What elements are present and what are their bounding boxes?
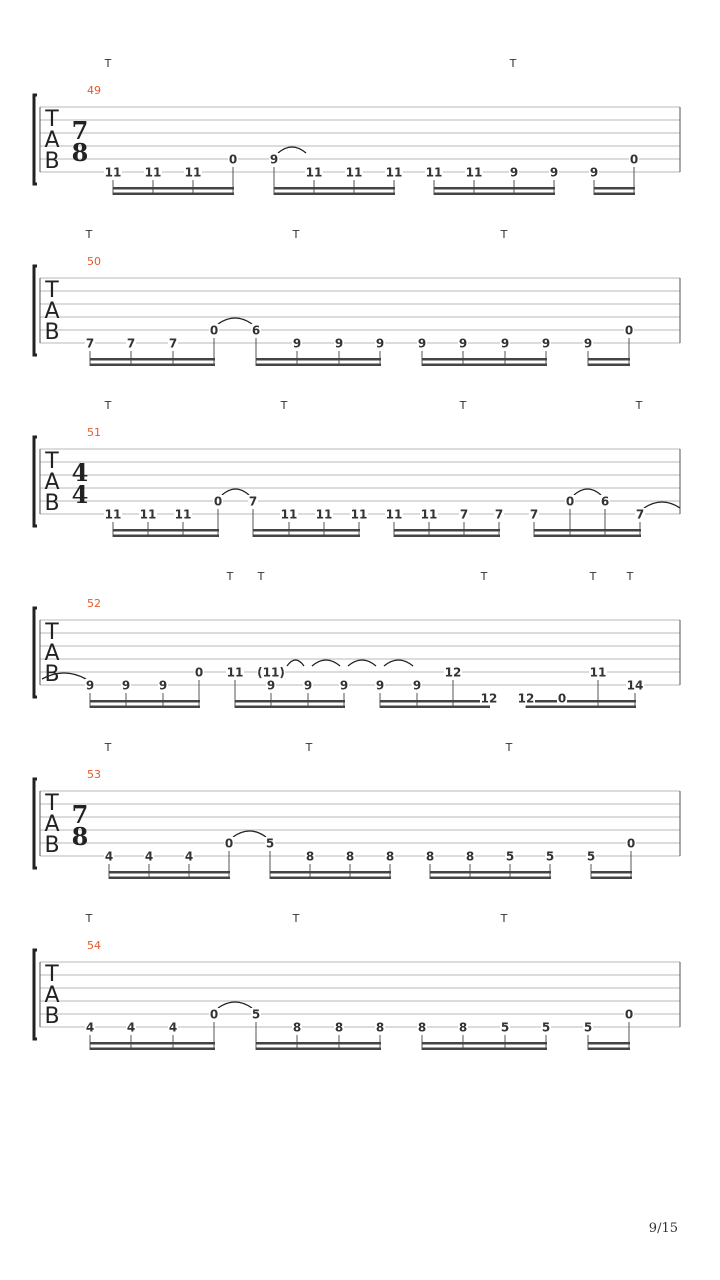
beam-primary [90,1042,215,1045]
fret-number: 8 [465,849,475,864]
fret-number: 4 [144,849,154,864]
fret-number: 11 [420,507,438,522]
tie-arc [222,489,249,495]
fret-number: 0 [557,691,567,706]
fret-number: 9 [292,336,302,351]
fret-number: 11 [226,665,244,680]
fret-number: 7 [168,336,178,351]
fret-number: 9 [417,336,427,351]
fret-number: 9 [541,336,551,351]
tapping-marker: T [505,741,513,754]
tapping-marker: T [626,570,634,583]
fret-number: 8 [292,1020,302,1035]
beam-secondary [235,706,345,709]
fret-number: 12 [444,665,462,680]
beam-primary [235,700,345,703]
tab-clef-letter: B [44,662,60,687]
beam-primary [588,358,630,361]
tie-arc [312,660,340,666]
fret-number: 11 [385,507,403,522]
fret-number: 8 [375,1020,385,1035]
fret-number: 6 [251,323,261,338]
fret-number: 11 [315,507,333,522]
tapping-marker: T [500,912,508,925]
tab-clef-letter: A [44,812,60,837]
beam-secondary [253,535,360,538]
fret-number: 0 [224,836,234,851]
tapping-marker: T [589,570,597,583]
tab-clef-letter: T [45,620,59,645]
tab-clef-letter: B [44,149,60,174]
fret-number: 11 [350,507,368,522]
fret-number: 9 [85,678,95,693]
beam-secondary [380,706,490,709]
tapping-marker: T [480,570,488,583]
tie-arc [574,489,601,495]
beam-primary [594,187,635,190]
tapping-marker: T [500,228,508,241]
fret-number: 8 [417,1020,427,1035]
fret-number: 11 [174,507,192,522]
tapping-marker: T [509,57,517,70]
tab-clef-letter: T [45,791,59,816]
tie-arc [218,318,252,324]
beam-primary [422,358,547,361]
fret-number: 0 [624,323,634,338]
tab-clef-letter: A [44,470,60,495]
tab-clef-letter: B [44,320,60,345]
tapping-marker: T [257,570,265,583]
fret-number: 5 [586,849,596,864]
fret-number: 9 [589,165,599,180]
beam-primary [526,700,636,703]
tab-clef-letter: A [44,641,60,666]
tapping-marker: T [85,228,93,241]
fret-number: 4 [184,849,194,864]
fret-number: 11 [305,165,323,180]
beam-primary [394,529,500,532]
beam-secondary [113,193,234,196]
beam-secondary [591,877,632,880]
fret-number: 9 [266,678,276,693]
fret-number: 9 [549,165,559,180]
fret-number: 0 [228,152,238,167]
tapping-marker: T [104,399,112,412]
fret-number: 12 [480,691,498,706]
beam-primary [422,1042,547,1045]
tab-clef-letter: A [44,128,60,153]
fret-number: 8 [305,849,315,864]
beam-primary [434,187,555,190]
tapping-marker: T [292,912,300,925]
tie-arc [233,831,266,837]
fret-number: 9 [339,678,349,693]
beam-primary [534,529,641,532]
fret-number: 4 [168,1020,178,1035]
fret-number: 0 [626,836,636,851]
fret-number: 11 [345,165,363,180]
fret-number: 0 [209,323,219,338]
fret-number: 5 [265,836,275,851]
time-signature-top: 7 [71,116,89,145]
beam-primary [270,871,391,874]
beam-primary [380,700,490,703]
fret-number: 11 [139,507,157,522]
beam-secondary [256,364,381,367]
system-bracket [34,95,37,184]
tapping-marker: T [635,399,643,412]
tapping-marker: T [85,912,93,925]
system-bracket [34,779,37,868]
time-signature-top: 4 [71,458,89,487]
beam-primary [113,529,219,532]
fret-number: 0 [209,1007,219,1022]
fret-number: 14 [626,678,644,693]
fret-number: 8 [385,849,395,864]
beam-primary [588,1042,630,1045]
fret-number: 11 [425,165,443,180]
fret-number: 8 [334,1020,344,1035]
tab-clef-letter: T [45,449,59,474]
fret-number: 8 [425,849,435,864]
tapping-marker: T [226,570,234,583]
fret-number: 5 [505,849,515,864]
fret-number: 0 [629,152,639,167]
beam-secondary [434,193,555,196]
fret-number: 4 [126,1020,136,1035]
beam-secondary [90,364,215,367]
fret-number: 9 [375,678,385,693]
fret-number: 9 [303,678,313,693]
beam-secondary [274,193,395,196]
time-signature-top: 7 [71,800,89,829]
time-signature-bottom: 4 [71,480,89,509]
fret-number: 9 [158,678,168,693]
fret-number: 9 [269,152,279,167]
measure-number: 53 [87,768,101,781]
tie-arc [384,660,413,666]
tab-clef-letter: T [45,962,59,987]
fret-number: 9 [583,336,593,351]
fret-number: 9 [412,678,422,693]
fret-number: 9 [509,165,519,180]
tie-arc [278,147,306,153]
fret-number: 7 [494,507,504,522]
fret-number: 6 [600,494,610,509]
beam-secondary [256,1048,381,1051]
fret-number: 5 [541,1020,551,1035]
fret-number: 11 [184,165,202,180]
system-bracket [34,266,37,355]
fret-number: 9 [458,336,468,351]
fret-number: 5 [545,849,555,864]
tab-clef-letter: T [45,278,59,303]
fret-number: 7 [248,494,258,509]
tie-arc [287,660,304,666]
measure-number: 52 [87,597,101,610]
beam-secondary [270,877,391,880]
fret-number: 5 [500,1020,510,1035]
fret-number: 9 [500,336,510,351]
fret-number: 11 [144,165,162,180]
fret-number: 11 [104,507,122,522]
fret-number: 9 [375,336,385,351]
fret-number: 0 [194,665,204,680]
beam-primary [90,700,200,703]
beam-primary [113,187,234,190]
beam-primary [256,1042,381,1045]
fret-number: 11 [104,165,122,180]
fret-number: 7 [635,507,645,522]
beam-secondary [109,877,230,880]
beam-secondary [526,706,636,709]
page-number: 9/15 [648,1221,678,1236]
beam-secondary [588,1048,630,1051]
beam-secondary [422,1048,547,1051]
measure-number: 49 [87,84,101,97]
tab-clef-letter: A [44,299,60,324]
tapping-marker: T [305,741,313,754]
beam-secondary [594,193,635,196]
tie-arc [218,1002,252,1008]
tab-clef-letter: T [45,107,59,132]
fret-number: 4 [85,1020,95,1035]
fret-number: 7 [85,336,95,351]
beam-secondary [90,706,200,709]
fret-number: 5 [583,1020,593,1035]
fret-number: 11 [589,665,607,680]
tab-clef-letter: B [44,833,60,858]
fret-number: 4 [104,849,114,864]
system-bracket [34,437,37,526]
fret-number: 7 [529,507,539,522]
fret-number: 11 [280,507,298,522]
fret-number: 11 [465,165,483,180]
tapping-marker: T [292,228,300,241]
tie-arc [644,502,680,508]
beam-primary [430,871,551,874]
fret-number: 9 [121,678,131,693]
beam-primary [253,529,360,532]
beam-primary [90,358,215,361]
beam-primary [274,187,395,190]
fret-number: 7 [126,336,136,351]
fret-number: 0 [565,494,575,509]
tapping-marker: T [104,57,112,70]
beam-secondary [534,535,641,538]
ghost-note: (11) [257,665,285,680]
fret-number: 9 [334,336,344,351]
fret-number: 5 [251,1007,261,1022]
fret-number: 0 [624,1007,634,1022]
system-bracket [34,950,37,1039]
tab-clef-letter: A [44,983,60,1008]
beam-primary [109,871,230,874]
beam-secondary [113,535,219,538]
beam-primary [256,358,381,361]
fret-number: 8 [458,1020,468,1035]
fret-number: 7 [459,507,469,522]
fret-number: 11 [385,165,403,180]
time-signature-bottom: 8 [71,138,89,167]
tapping-marker: T [280,399,288,412]
tapping-marker: T [104,741,112,754]
fret-number: 0 [213,494,223,509]
measure-number: 54 [87,939,101,952]
measure-number: 50 [87,255,101,268]
beam-secondary [430,877,551,880]
fret-number: 12 [517,691,535,706]
tapping-marker: T [459,399,467,412]
tab-clef-letter: B [44,1004,60,1029]
system-bracket [34,608,37,697]
beam-secondary [422,364,547,367]
fret-number: 8 [345,849,355,864]
beam-primary [591,871,632,874]
measure-number: 51 [87,426,101,439]
beam-secondary [588,364,630,367]
beam-secondary [90,1048,215,1051]
tie-arc [348,660,376,666]
beam-secondary [394,535,500,538]
tab-clef-letter: B [44,491,60,516]
time-signature-bottom: 8 [71,822,89,851]
